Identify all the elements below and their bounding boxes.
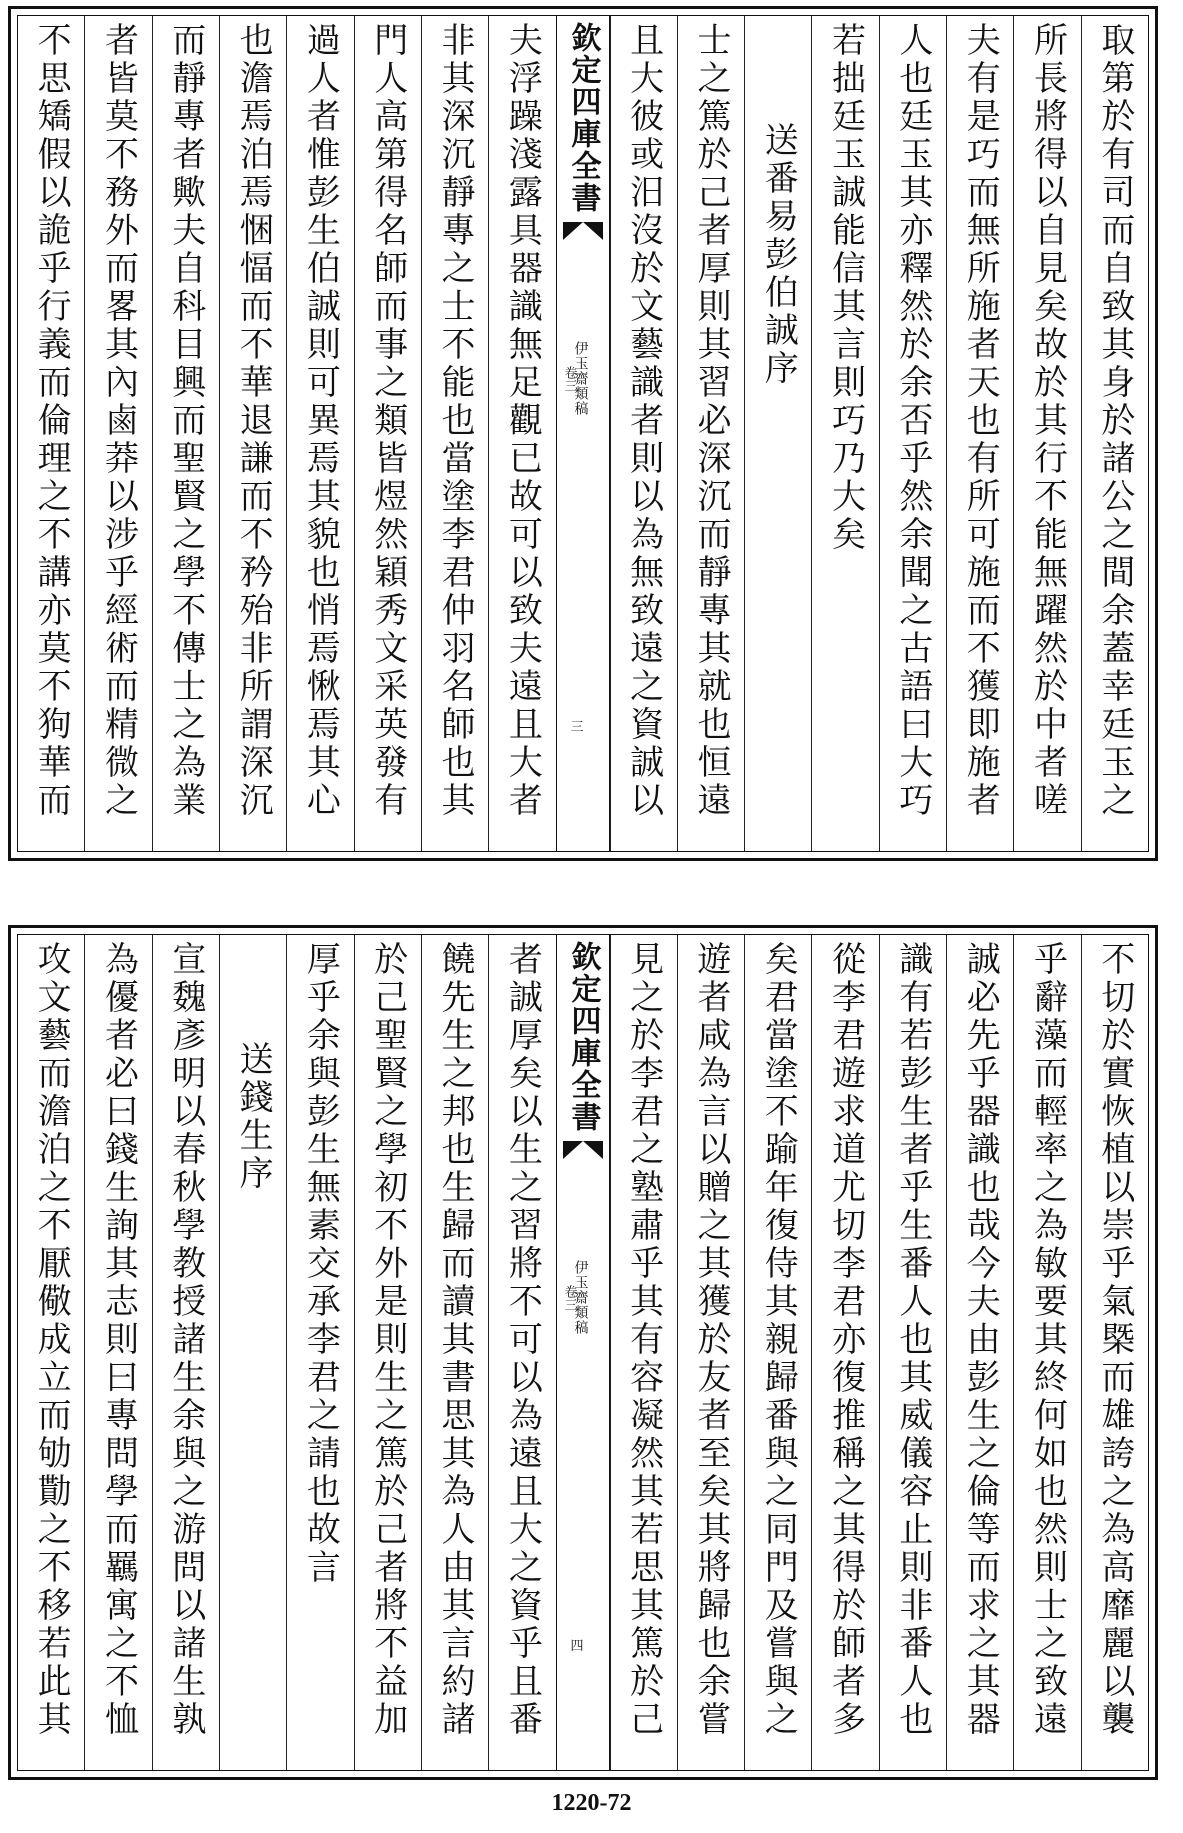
text-column-content: 且大彼或汨沒於文藝識者則以為無致遠之資誠以 — [623, 22, 664, 820]
essay-title: 送錢生序 — [233, 1041, 274, 1193]
text-column-content: 非其深沉靜專之士不能也當塗李君仲羽名師也其 — [435, 22, 476, 820]
text-column-content: 士之篤於己者厚則其習必深沉而靜專其就也恒遠 — [690, 22, 731, 820]
essay-title: 送番易彭伯誠序 — [758, 122, 799, 388]
text-column — [1013, 16, 1080, 851]
text-column — [84, 16, 151, 851]
text-column-content: 所長將得以自見矣故於其行不能無躍然於中者嗟 — [1027, 22, 1068, 820]
text-column-content: 見之於李君之塾肅乎其有容凝然其若思其篤於己 — [623, 941, 664, 1739]
text-column — [421, 16, 488, 851]
library-title: 欽定四庫全書 — [565, 941, 601, 1133]
text-column-content: 厚乎余與彭生無素交承李君之請也故言 — [300, 941, 341, 1587]
text-column — [152, 935, 219, 1770]
text-column-content: 攻文藝而澹泊之不厭儆成立而劬勩之不移若此其 — [31, 941, 72, 1739]
book-title: 伊玉齋類稿 — [572, 341, 589, 416]
text-column — [1081, 16, 1148, 851]
text-column — [677, 16, 744, 851]
text-column-content: 門人高第得名師而事之類皆煜然穎秀文采英發有 — [367, 22, 408, 820]
text-column — [610, 16, 677, 851]
text-column — [744, 16, 811, 851]
text-column-content: 識有若彭生者乎生番人也其威儀容止則非番人也 — [892, 941, 933, 1739]
text-column-content: 夫浮躁淺露具器識無足觀已故可以致夫遠且大者 — [502, 22, 543, 820]
text-column-content: 不思矯假以詭乎行義而倫理之不講亦莫不狗華而 — [31, 22, 72, 820]
text-column — [286, 935, 353, 1770]
text-column-content: 於己聖賢之學初不外是則生之篤於己者將不益加 — [367, 941, 408, 1739]
text-column — [1013, 935, 1080, 1770]
text-column — [219, 935, 286, 1770]
text-column-content: 遊者咸為言以贈之其獲於友者至矣其將歸也余嘗 — [690, 941, 731, 1739]
text-column — [354, 935, 421, 1770]
text-column — [488, 935, 555, 1770]
text-column — [946, 16, 1013, 851]
page-number: 1220-72 — [551, 1790, 632, 1816]
text-column — [421, 935, 488, 1770]
bottom-page — [8, 925, 1158, 1780]
text-column — [677, 935, 744, 1770]
text-column — [811, 935, 878, 1770]
text-column-content: 人也廷玉其亦釋然於余否乎然余聞之古語曰大巧 — [892, 22, 933, 820]
top-page-frame — [17, 15, 1149, 852]
bottom-page-frame — [17, 934, 1149, 1771]
leaf-number: 四 — [570, 1639, 584, 1654]
fish-tail-ornament — [563, 1141, 603, 1159]
center-margin — [556, 935, 610, 1770]
fish-tail-ornament — [563, 222, 603, 240]
text-column — [219, 16, 286, 851]
text-column — [610, 935, 677, 1770]
text-column — [354, 16, 421, 851]
text-column — [152, 16, 219, 851]
text-column-content: 乎辭藻而輕率之為敏要其終何如也然則士之致遠 — [1027, 941, 1068, 1739]
text-column-content: 夫有是巧而無所施者天也有所可施而不獲即施者 — [960, 22, 1001, 820]
text-column-content: 為優者必曰錢生詢其志則曰專問學而羈寓之不恤 — [98, 941, 139, 1739]
text-column — [744, 935, 811, 1770]
top-page — [8, 6, 1158, 861]
leaf-number: 三 — [570, 720, 584, 735]
text-column — [84, 935, 151, 1770]
text-column — [18, 935, 84, 1770]
text-column-content: 若拙廷玉誠能信其言則巧乃大矣 — [825, 22, 866, 554]
text-column-content: 饒先生之邦也生歸而讀其書思其為人由其言約諸 — [435, 941, 476, 1739]
text-column — [1081, 935, 1148, 1770]
text-column — [879, 935, 946, 1770]
text-column-content: 從李君遊求道尤切李君亦復推稱之其得於師者多 — [825, 941, 866, 1739]
text-column-content: 不切於實恢植以崇乎氣槩而雄誇之為高靡麗以襲 — [1094, 941, 1135, 1739]
book-title: 伊玉齋類稿 — [572, 1260, 589, 1335]
text-column-content: 取第於有司而自致其身於諸公之間余蓋幸廷玉之 — [1094, 22, 1135, 820]
volume-label: 卷三 — [561, 1285, 577, 1311]
text-column — [286, 16, 353, 851]
text-column — [946, 935, 1013, 1770]
text-column-content: 矣君當塗不踰年復侍其親歸番與之同門及嘗與之 — [758, 941, 799, 1739]
text-column-content: 也澹焉泊焉悃愊而不華退謙而不矜殆非所謂深沉 — [233, 22, 274, 820]
text-column-content: 過人者惟彭生伯誠則可異焉其貌也悄焉愀焉其心 — [300, 22, 341, 820]
center-margin — [556, 16, 610, 851]
text-column-content: 者皆莫不務外而畧其內鹵莽以涉乎經術而精微之 — [98, 22, 139, 820]
volume-label: 卷三 — [561, 366, 577, 392]
text-column-content: 者誠厚矣以生之習將不可以為遠且大之資乎且番 — [502, 941, 543, 1739]
text-column-content: 宣魏彥明以春秋學教授諸生余與之游問以諸生孰 — [165, 941, 206, 1739]
text-column-content: 而靜專者歟夫自科目興而聖賢之學不傳士之為業 — [165, 22, 206, 820]
text-column-content: 誠必先乎器識也哉今夫由彭生之倫等而求之其器 — [960, 941, 1001, 1739]
text-column — [879, 16, 946, 851]
text-column — [811, 16, 878, 851]
text-column — [488, 16, 555, 851]
text-column — [18, 16, 84, 851]
library-title: 欽定四庫全書 — [565, 22, 601, 214]
